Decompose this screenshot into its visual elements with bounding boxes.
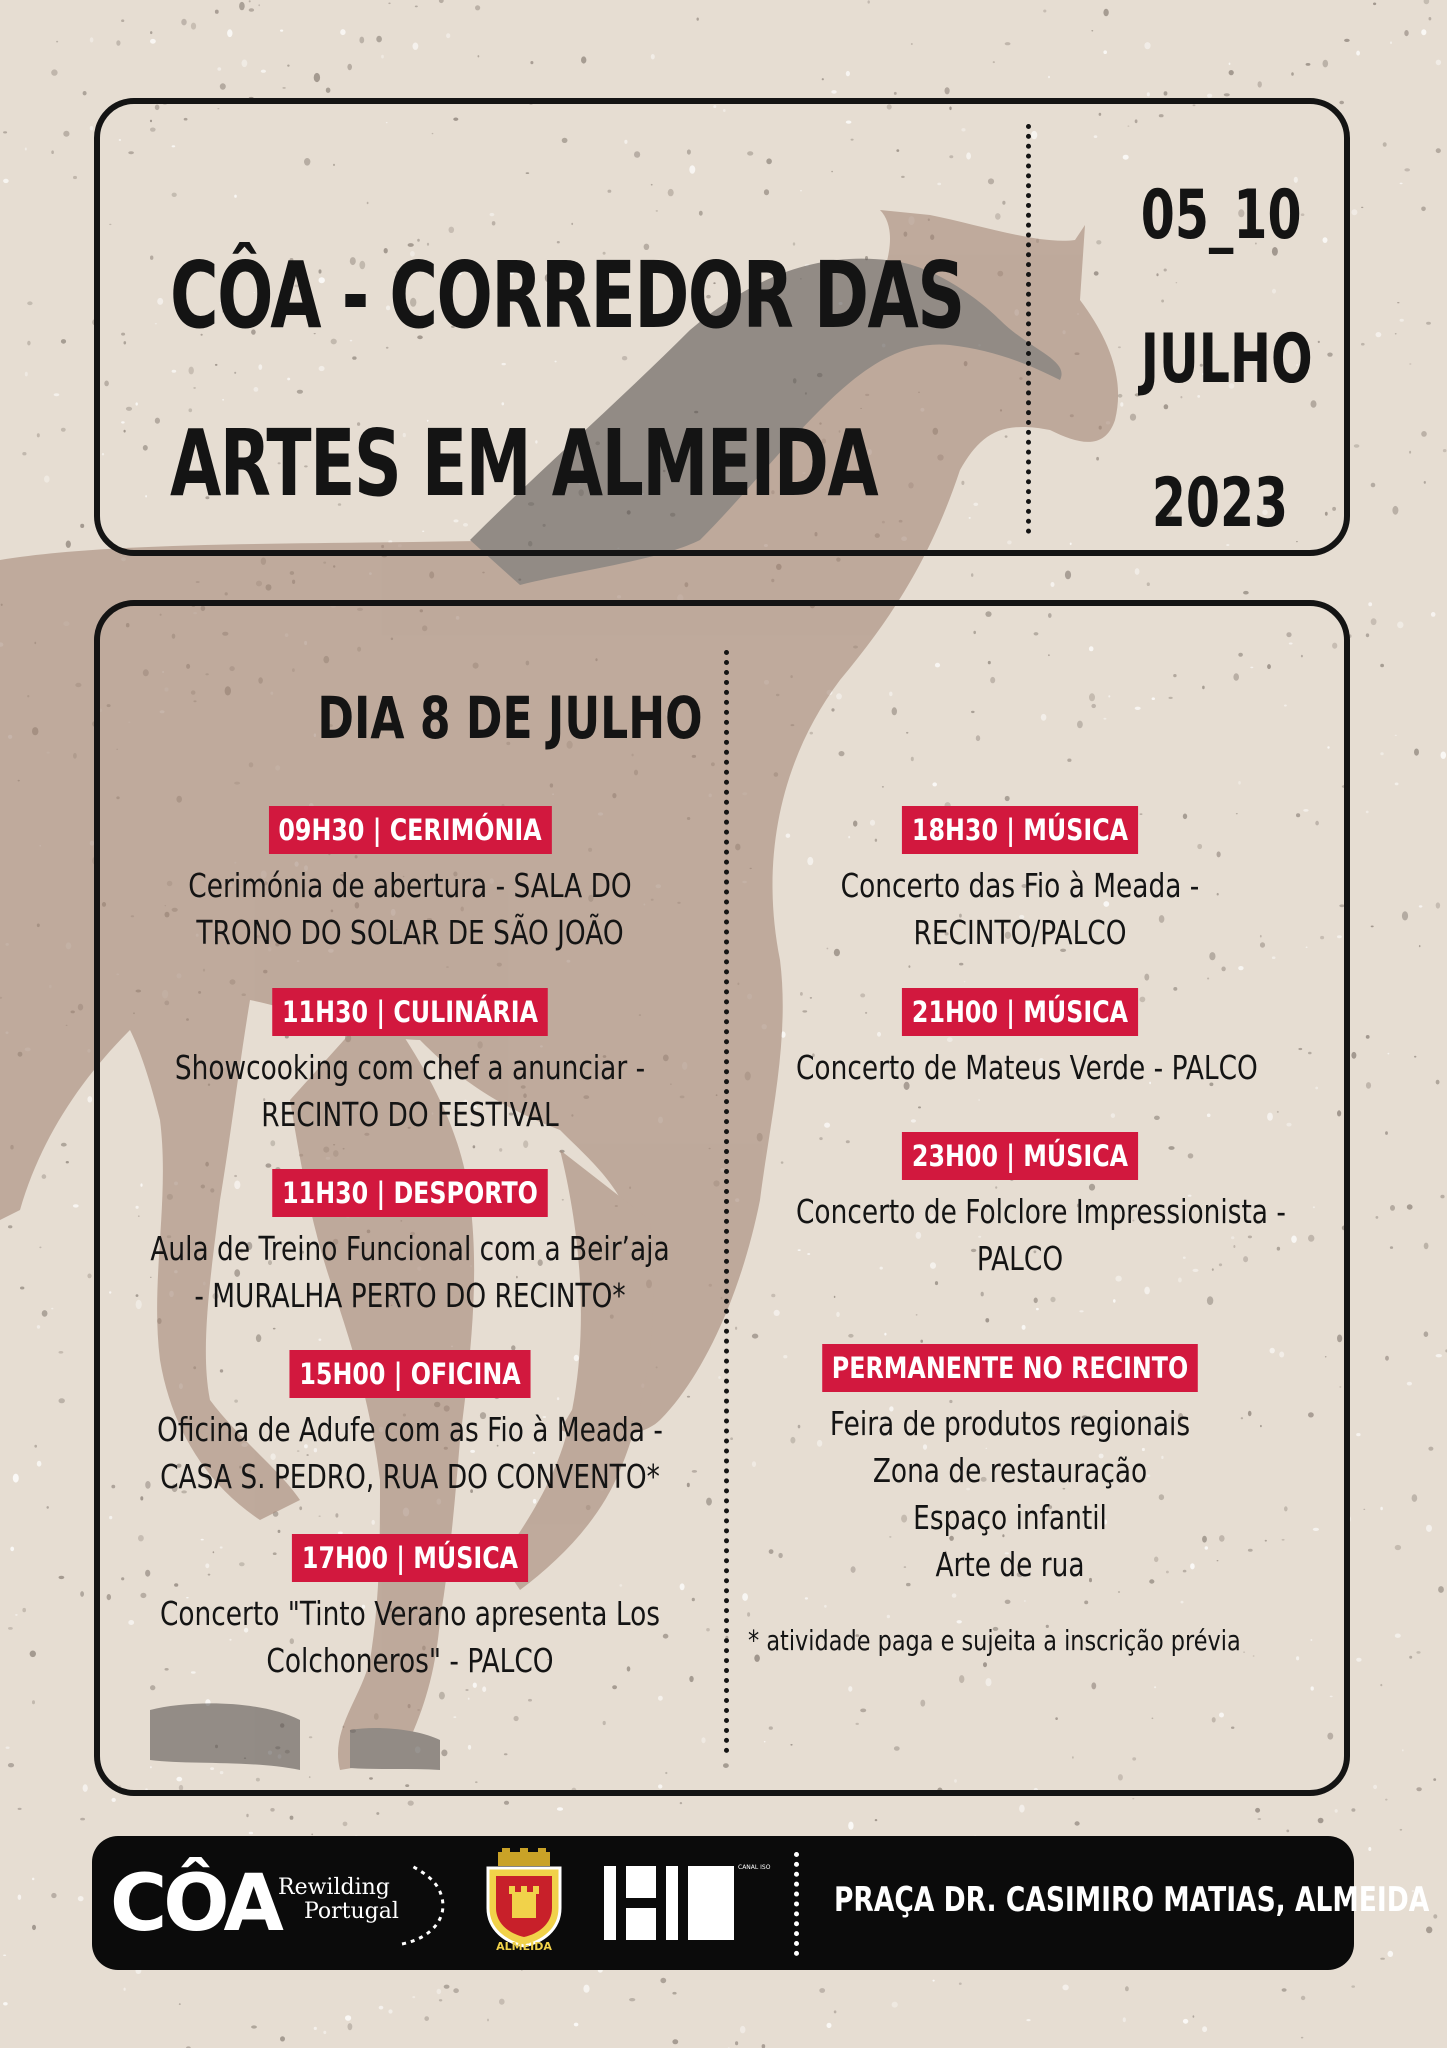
event-badge: 21H00 | MÚSICA: [902, 988, 1138, 1036]
event-description-line-1: Aula de Treino Funcional com a Beir’aja: [150, 1229, 670, 1268]
event-description-line-1: Concerto das Fio à Meada -: [840, 866, 1200, 905]
event-description-line-1: Showcooking com chef a anunciar -: [174, 1048, 646, 1087]
date-range: 05_10: [1140, 176, 1302, 255]
event-item: [740, 806, 1300, 956]
permanent-section: [740, 1344, 1280, 1588]
event-description-line-1: Concerto de Folclore Impressionista -: [796, 1192, 1286, 1231]
event-description-line-1: Concerto de Mateus Verde - PALCO: [796, 1048, 1258, 1087]
cm-logo-caption: CANAL ISO: [738, 1864, 771, 1871]
event-description-line-2: PALCO: [976, 1239, 1064, 1278]
event-badge: 11H30 | CULINÁRIA: [272, 988, 548, 1036]
event-item: [40, 1169, 780, 1319]
header-divider: [1026, 124, 1031, 534]
title-line-1: CÔA - CORREDOR DAS: [170, 242, 964, 349]
program-panel: [94, 600, 1350, 1796]
event-badge: 11H30 | DESPORTO: [272, 1169, 547, 1217]
coa-logo: CÔA: [110, 1859, 280, 1949]
permanent-item: Espaço infantil: [913, 1498, 1107, 1537]
event-description-line-2: RECINTO DO FESTIVAL: [261, 1095, 559, 1134]
event-badge: 15H00 | OFICINA: [290, 1350, 531, 1398]
event-item: [40, 988, 780, 1138]
event-item: [40, 1350, 780, 1500]
header-panel: [94, 98, 1350, 556]
rewilding-swirl-icon: [392, 1858, 452, 1954]
event-badge: 17H00 | MÚSICA: [292, 1534, 528, 1582]
permanent-item: Zona de restauração: [872, 1451, 1148, 1490]
rewilding-logo-line-2: Portugal: [304, 1899, 399, 1924]
footer-divider: [794, 1852, 799, 1956]
event-item: [40, 1534, 780, 1684]
event-description-line-2: Colchoneros" - PALCO: [266, 1641, 554, 1680]
date-block: [1110, 144, 1330, 576]
event-description-line-1: Cerimónia de abertura - SALA DO: [188, 866, 632, 905]
rewilding-portugal-logo: [278, 1876, 399, 1924]
event-description-line-2: RECINTO/PALCO: [913, 913, 1127, 952]
event-badge: 18H30 | MÚSICA: [902, 806, 1138, 854]
permanent-item: Arte de rua: [935, 1545, 1085, 1584]
date-month: JULHO: [1140, 320, 1313, 399]
event-description-line-1: Oficina de Adufe com as Fio à Meada -: [157, 1410, 663, 1449]
title-line-2: ARTES EM ALMEIDA: [170, 410, 878, 517]
event-item: [740, 1132, 1300, 1282]
day-title: DIA 8 DE JULHO: [317, 684, 703, 752]
almeida-label: ALMEIDA: [496, 1940, 552, 1953]
permanent-badge: PERMANENTE NO RECINTO: [822, 1344, 1198, 1392]
event-title: [170, 212, 964, 548]
footer-bar: [92, 1836, 1430, 1970]
footnote: * atividade paga e sujeita a inscrição prévia: [748, 1624, 1241, 1657]
venue-address: PRAÇA DR. CASIMIRO MATIAS, ALMEIDA: [834, 1880, 1430, 1920]
event-badge: 09H30 | CERIMÓNIA: [269, 806, 552, 854]
rewilding-logo-line-1: Rewilding: [278, 1875, 390, 1900]
permanent-item: Feira de produtos regionais: [829, 1404, 1191, 1443]
cm-logo: [604, 1866, 734, 1940]
event-item: [740, 988, 1300, 1091]
event-badge: 23H00 | MÚSICA: [902, 1132, 1138, 1180]
event-item: [40, 806, 780, 956]
event-description-line-1: Concerto "Tinto Verano apresenta Los: [159, 1594, 661, 1633]
event-description-line-2: - MURALHA PERTO DO RECINTO*: [194, 1276, 626, 1315]
date-year: 2023: [1151, 464, 1289, 543]
event-description-line-2: TRONO DO SOLAR DE SÃO JOÃO: [196, 913, 624, 952]
event-description-line-2: CASA S. PEDRO, RUA DO CONVENTO*: [160, 1457, 660, 1496]
